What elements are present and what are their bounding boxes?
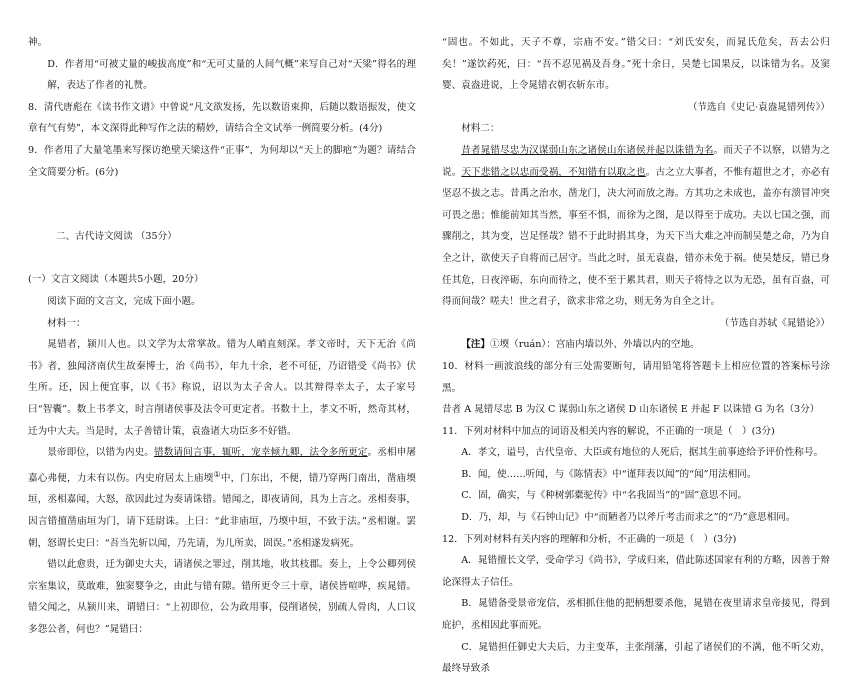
instruction: 阅读下面的文言文，完成下面小题。	[47, 295, 201, 307]
material-1-paragraph-3: 错以此愈贵，迁为御史大夫，请诸侯之罪过，削其地，收其枝郡。奏上，上令公卿列侯宗室集议，莫敢难，独窦婴争之，由此与错有隙。错所更令三十章，诸侯皆喧哗，疾晁错。错父闻之，从颍川来，谓错曰：“上初即位，公为政用事，侵削诸侯，别疏人骨肉，人口议多怨公者，何也？”晁错曰：	[28, 559, 416, 636]
text-span: 。古之立大事者，不惟有超世之才，亦必有坚忍不拔之志。昔禹之治水，凿龙门，决大河而放之海。方其功之未成也，盖亦有溃冒冲突可畏之患；惟能前知其当然，事至不惧，而徐为之图，是以得至于成功。夫以七国之强，而骤削之，其为变，岂足怪哉？错不于此时捐其身，为天下当大难之冲而制吴楚之命，乃为自全之计，欲使天子自将而己居守。当此之时，虽无袁盎，错亦未免于祸。使吴楚反，错已身任其危，日夜淬砺，东向而待之，使不至于累其君，则天子将恃之以为无恐，虽有百盎，可得而间哉？嗟夫！世之君子，欲求非常之功，则无务为自全之计。	[442, 166, 831, 308]
question-11-option-c: C．固，确实，与《种树郭橐驼传》中“名我固当”的“固”意思不同。	[461, 490, 748, 502]
section-heading: 二、古代诗文阅读 （35分）	[56, 231, 177, 243]
question-12: 12．下列对材料有关内容的理解和分析，不正确的一项是（ ）(3分)	[442, 533, 737, 545]
footnote-marker: ①	[213, 469, 221, 479]
wavy-underlined-sentence: 昔者晁错尽忠为汉谋弱山东之诸侯山东诸侯并起以诛错为名	[461, 144, 714, 156]
text-line: 神。	[28, 37, 48, 48]
question-12-option-b: B．晁错备受景帝宠信，丞相抓住他的把柄想要杀他，晁错在夜里请求皇帝接见，得到庇护，丞相因此事而死。	[442, 598, 830, 632]
underlined-sentence: 天	[461, 166, 472, 178]
text-span: 。而天子不以察，以错为之说。	[442, 144, 831, 178]
question-12-option-c: C．晁错担任御史大夫后，力主变革，主张削藩，引起了诸侯们的不满，他不听父劝，最终导致杀	[442, 641, 830, 675]
text-span: 景帝即位，以错为内史。	[47, 447, 154, 459]
source-citation-1: （节选自《史记·袁盎晁错列传》）	[687, 101, 830, 113]
question-12-option-a: A．晁错擅长文学，受命学习《尚书》，学成归来，借此陈述国家有利的方略，因善于辩论深得太子信任。	[442, 555, 830, 588]
spacer	[28, 248, 416, 270]
left-column	[28, 32, 416, 641]
subsection-heading: (一）文言文阅读（本题共5小题，20分）	[28, 274, 204, 286]
question-10-options: 昔者 A 晁错尽忠 B 为汉 C 谋弱山东之诸侯 D 山东诸侯 E 并起 F 以诛错 G 为名（3分）	[442, 404, 820, 416]
spacer	[28, 183, 416, 226]
question-11: 11．下列对材料中加点的词语及相关内容的解说，不正确的一项是（ ）(3分)	[442, 425, 775, 437]
note-text: ①堧（ruán）：宫庙内墙以外、外墙以内的空地。	[489, 339, 700, 351]
right-column	[442, 32, 830, 680]
material-2-paragraph	[442, 140, 830, 313]
footnote	[442, 334, 830, 356]
underlined-sentence: 下悲错之以忠而受祸，不知错有以取之也	[471, 166, 646, 178]
text-span: 。丞相申屠嘉心弗便，力未有以伤。内史府居太上庙堧	[28, 447, 417, 484]
question-11-option-b: B．闻，使……听闻，与《陈情表》中“谨拜表以闻”的“闻”用法相同。	[461, 468, 757, 480]
question-8: 8．清代唐彪在《读书作文谱》中曾说“凡文欲发扬，先以数语束抑，后随以数语振发，使文章有气有势”，本文深得此种写作之法的精妙，请结合全文试举一例简要分析。(4分)	[28, 101, 416, 135]
material-1-paragraph-2	[28, 442, 416, 554]
material-1-label: 材料一：	[47, 317, 86, 329]
question-11-option-d: D．乃，却，与《石钟山记》中“而陋者乃以斧斤考击而求之”的“乃”意思相同。	[461, 512, 796, 524]
question-11-option-a: A．孝文，谥号，古代皇帝、大臣或有地位的人死后，据其生前事迹给予评价性称号。	[461, 447, 824, 459]
text-span: 中，门东出，不便，错乃穿两门南出，凿庙堧垣，丞相嘉闻，大怒，欲因此过为奏请诛错。错闻之，即夜请间，具为上言之。丞相奏事，因言错擅凿庙垣为门，请下廷尉诛。上曰：“此非庙垣，乃堧中垣，不致于法。”丞相谢。罢朝，怒谓长史曰：“吾当先斩以闻，乃先请，为儿所卖，固误。”丞相遂发病死。	[28, 472, 416, 549]
question-9: 9．作者用了大量笔墨来写探访绝壁天梁这件“正事”，为何却以“天上的脚疤”为题？请结合全文简要分析。(6分)	[28, 144, 416, 178]
source-citation-2: （节选自苏轼《晁错论》）	[719, 317, 830, 329]
material-1-continued: “固也。不如此，天子不尊，宗庙不安。”错父曰：“刘氏安矣，而晁氏危矣，吾去公归矣！”遂饮药死，曰：“吾不忍见祸及吾身。”死十余日，吴楚七国果反，以诛错为名。及窦婴、袁盎进说，上令晁错衣朝衣斩东市。	[442, 37, 830, 92]
option-d: D．作者用“可被丈量的峻拔高度”和“无可丈量的人间气概”来写自己对“天梁”得名的理解，表达了作者的礼赞。	[47, 58, 416, 92]
material-1-paragraph-1: 晁错者，颍川人也。以文学为太常掌故。错为人峭直刻深。孝文帝时，天下无治《尚书》者，独闻济南伏生故秦博士，治《尚书》，年九十余，老不可征，乃诏错受《尚书》伏生所。还，因上便宜事，以《书》称说，诏以为太子舍人。以其辩得幸太子，太子家号曰“智囊”。数上书孝文，时言削诸侯事及法令可更定者。书数十上，孝文不听，然奇其材，迁为中大夫。当是时，太子善错计策，袁盎诸大功臣多不好错。	[28, 339, 416, 437]
material-2-label: 材料二：	[461, 123, 500, 135]
question-10: 10．材料一画波浪线的部分有三处需要断句，请用铅笔将答题卡上相应位置的答案标号涂黑。	[442, 360, 830, 394]
underlined-sentence: 错数请间言事，辄听，宠幸倾九卿，法令多所更定	[153, 447, 368, 459]
note-label: 【注】	[461, 339, 490, 351]
